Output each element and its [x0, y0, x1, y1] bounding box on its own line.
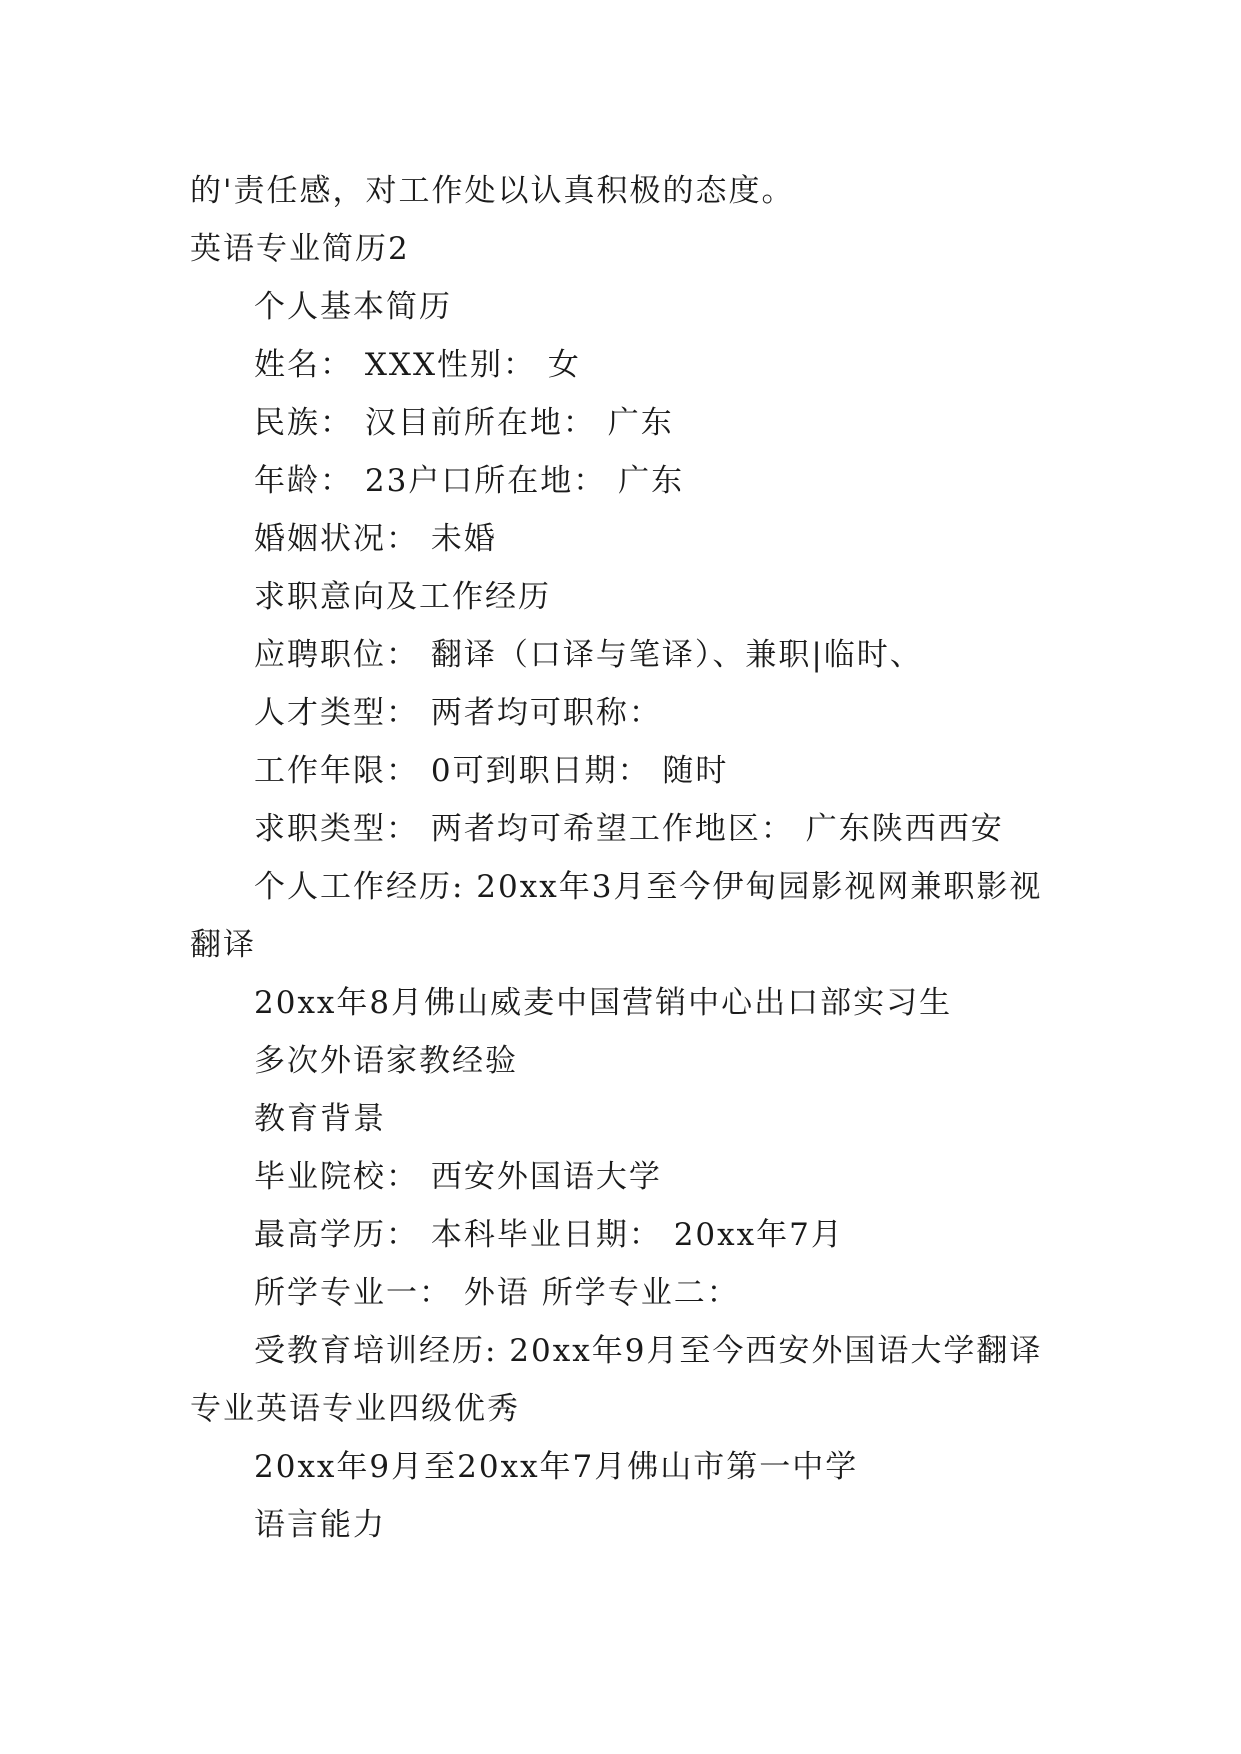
heading-basic-info: 个人基本简历: [254, 289, 452, 325]
field-marital-status: 婚姻状况： 未婚: [254, 521, 497, 557]
section-title-resume-2: 英语专业简历2: [190, 231, 410, 267]
field-high-school: 20xx年9月至20xx年7月佛山市第一中学: [254, 1449, 859, 1485]
heading-language: 语言能力: [254, 1507, 386, 1543]
field-training-cont: 专业英语专业四级优秀: [190, 1391, 520, 1427]
field-work-years: 工作年限： 0可到职日期： 随时: [254, 753, 729, 789]
field-internship: 20xx年8月佛山威麦中国营销中心出口部实习生: [254, 985, 953, 1021]
document-body: [190, 162, 1070, 1554]
field-talent-type: 人才类型： 两者均可职称：: [254, 695, 662, 731]
field-position: 应聘职位： 翻译（口译与笔译）、兼职|临时、: [254, 637, 923, 673]
field-work-experience: 个人工作经历: 20xx年3月至今伊甸园影视网兼职影视: [254, 869, 1043, 905]
field-age-hukou: 年龄： 23户口所在地： 广东: [254, 463, 685, 499]
field-training: 受教育培训经历: 20xx年9月至今西安外国语大学翻译: [254, 1333, 1043, 1369]
field-school: 毕业院校： 西安外国语大学: [254, 1159, 662, 1195]
text-line-continuation: 的'责任感，对工作处以认真积极的态度。: [190, 173, 795, 209]
heading-education: 教育背景: [254, 1101, 386, 1137]
field-majors: 所学专业一： 外语 所学专业二：: [254, 1275, 740, 1311]
field-job-type-region: 求职类型： 两者均可希望工作地区： 广东陕西西安: [254, 811, 1004, 847]
field-ethnicity-location: 民族： 汉目前所在地： 广东: [254, 405, 674, 441]
field-name-gender: 姓名： XXX性别： 女: [254, 347, 581, 383]
field-work-experience-cont: 翻译: [190, 927, 256, 963]
field-tutoring: 多次外语家教经验: [254, 1043, 518, 1079]
field-degree-date: 最高学历： 本科毕业日期： 20xx年7月: [254, 1217, 844, 1253]
heading-job-intent: 求职意向及工作经历: [254, 579, 551, 615]
